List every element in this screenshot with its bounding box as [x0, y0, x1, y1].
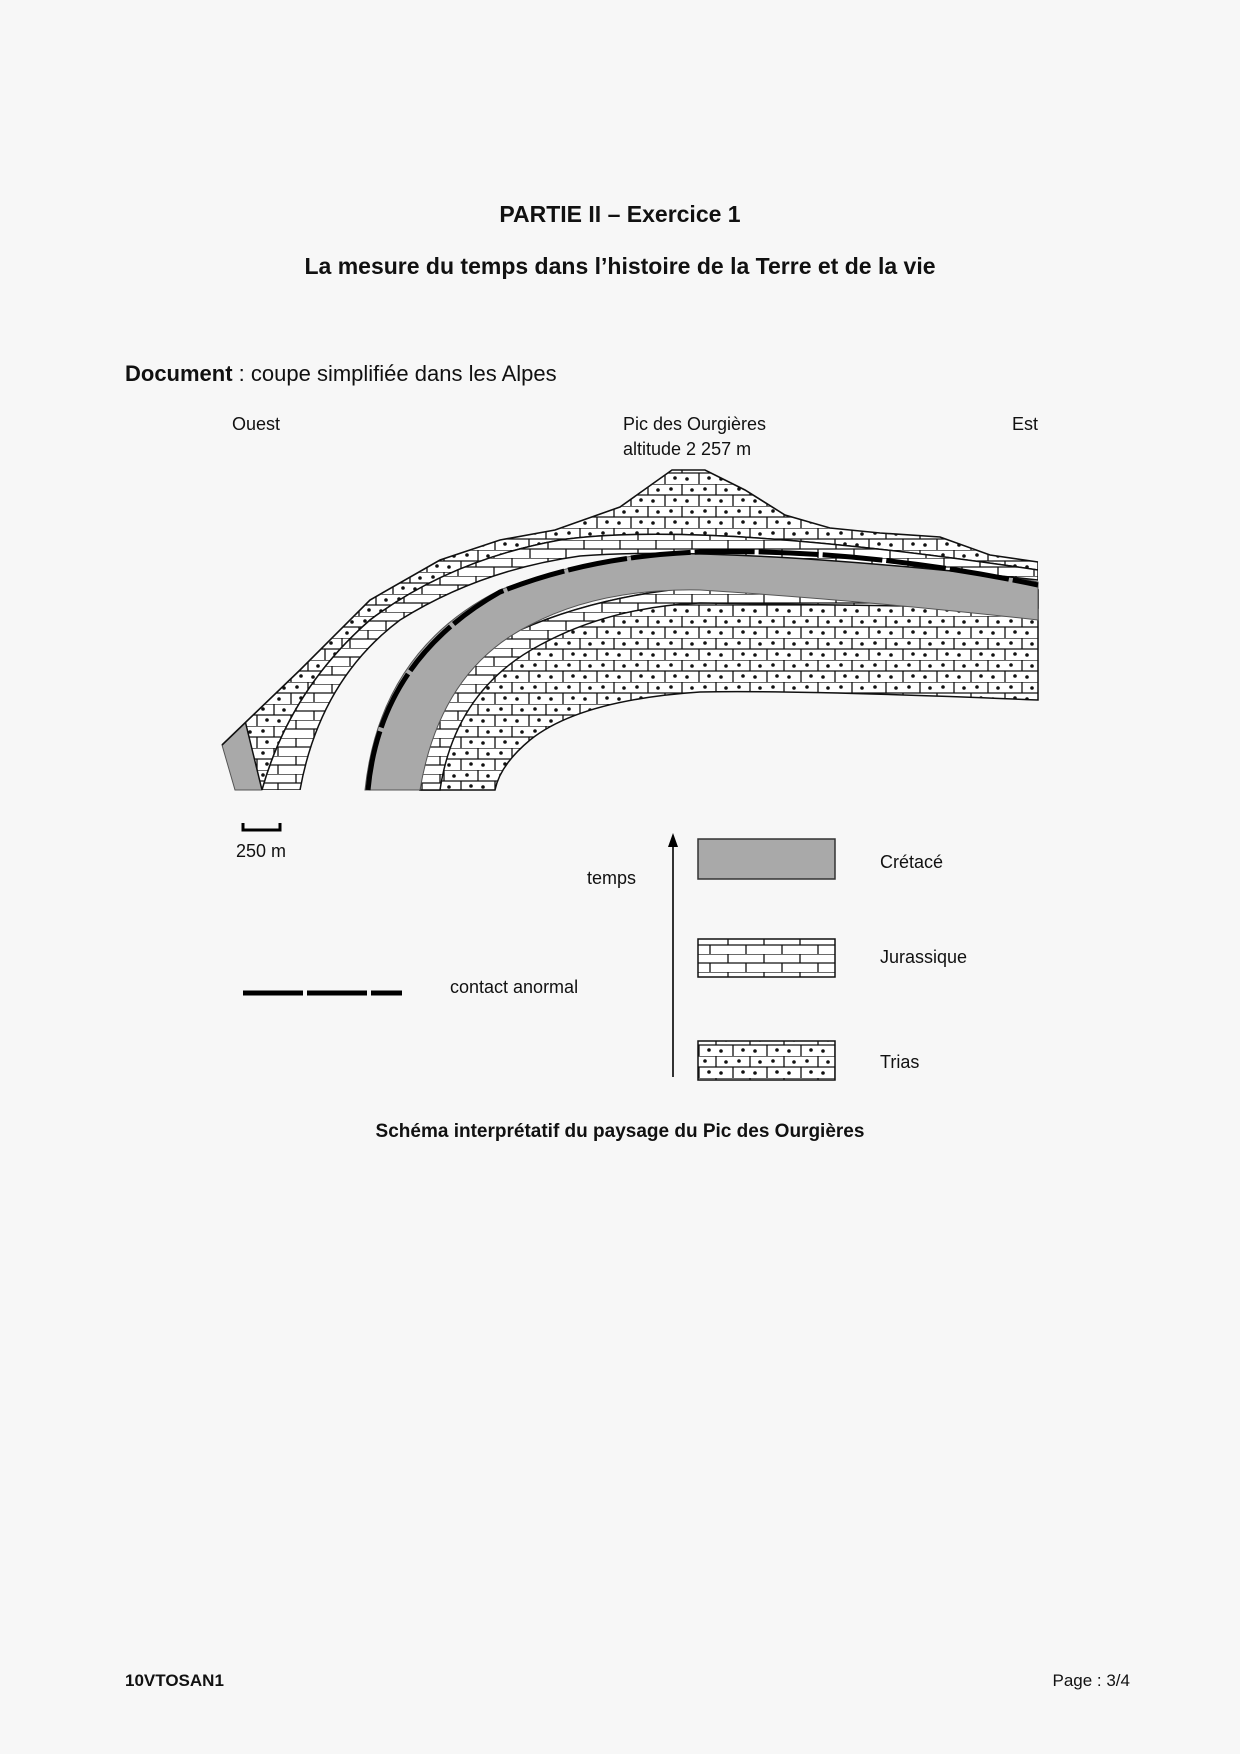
scale-label: 250 m — [236, 841, 287, 861]
peak-name: Pic des Ourgières — [623, 414, 767, 434]
page-number: Page : 3/4 — [1052, 1671, 1130, 1690]
exercise-subtitle: La mesure du temps dans l’histoire de la Terre et de la vie — [304, 253, 936, 279]
peak-altitude: altitude 2 257 m — [623, 439, 752, 459]
legend-swatch-jurassic — [698, 939, 835, 977]
scale-bar — [243, 823, 280, 830]
legend-label-cretaceous: Crétacé — [880, 852, 944, 872]
legend-label-trias: Trias — [880, 1052, 920, 1072]
document-label: Document — [125, 361, 233, 386]
figure-caption: Schéma interprétatif du paysage du Pic des Ourgières — [375, 1121, 865, 1142]
document-code: 10VTOSAN1 — [125, 1671, 224, 1690]
legend-swatch-cretaceous — [698, 839, 835, 879]
legend-label-contact: contact anormal — [450, 977, 579, 997]
exercise-title: PARTIE II – Exercice 1 — [499, 201, 741, 227]
time-axis-arrowhead — [668, 833, 678, 847]
east-label: Est — [1012, 414, 1039, 434]
west-label: Ouest — [232, 414, 281, 434]
legend-swatch-trias — [698, 1041, 835, 1080]
document-description: : coupe simplifiée dans les Alpes — [232, 361, 557, 386]
legend-label-jurassic: Jurassique — [880, 947, 968, 967]
time-axis-label: temps — [587, 868, 637, 888]
